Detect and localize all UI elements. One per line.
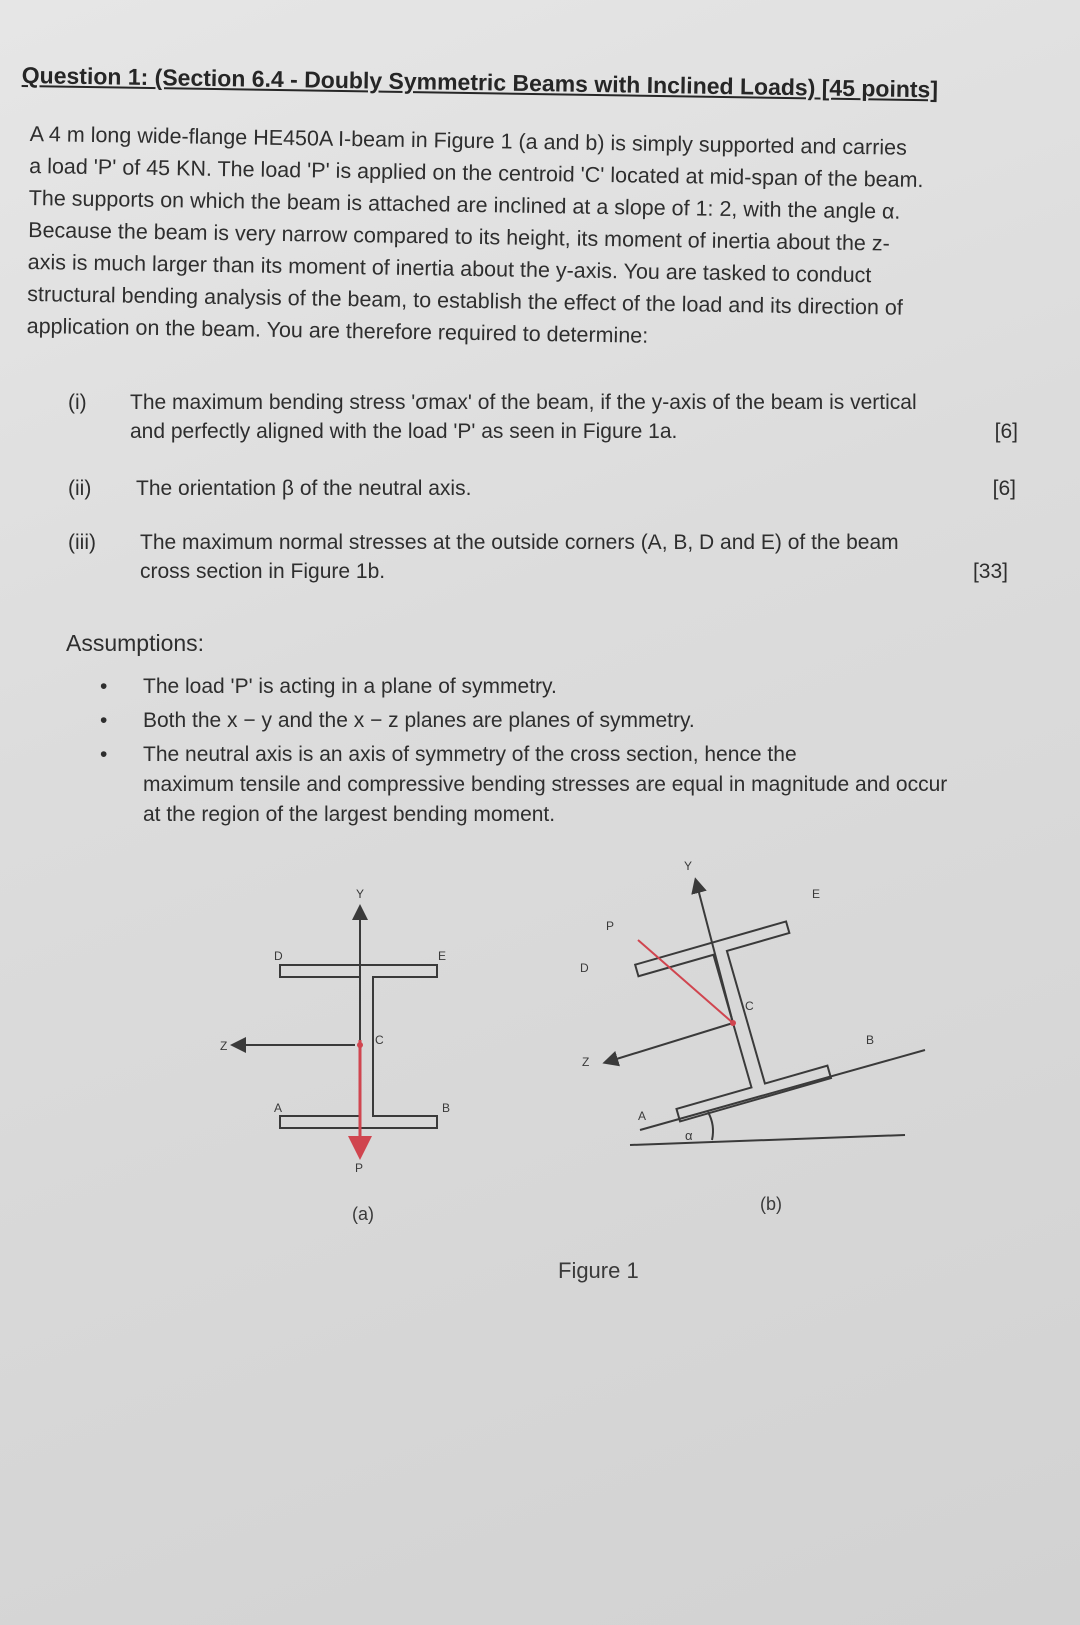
question-text: The maximum normal stresses at the outside corners (A, B, D and E) of the beam — [140, 531, 899, 554]
label-y: Y — [356, 887, 365, 901]
list-item: • The load 'P' is acting in a plane of symmetry. — [98, 672, 1018, 702]
label-p: P — [355, 1161, 364, 1175]
label-z: Z — [582, 1055, 590, 1069]
list-item: • The neutral axis is an axis of symmetry of the cross section, hence the — [98, 740, 1018, 770]
label-p: P — [606, 919, 615, 933]
label-y: Y — [684, 859, 693, 873]
caption-a: (a) — [352, 1204, 374, 1224]
question-text: The orientation β of the neutral axis. — [136, 477, 472, 500]
intro-line: structural bending analysis of the beam, to establish the effect of the load and its direction of — [27, 281, 903, 320]
z-axis-line — [610, 1023, 733, 1061]
label-e: E — [812, 887, 821, 901]
label-d: D — [580, 961, 589, 975]
question-marks: [6] — [992, 477, 1016, 500]
label-a: A — [638, 1109, 647, 1123]
centroid-point — [357, 1042, 363, 1048]
question-text: and perfectly aligned with the load 'P' as seen in Figure 1a. — [130, 420, 678, 443]
question-marks: [6] — [994, 420, 1018, 443]
intro-line: a load 'P' of 45 KN. The load 'P' is applied on the centroid 'C' located at mid-span of the beam. — [29, 153, 924, 193]
label-b: B — [866, 1033, 875, 1047]
figure-a — [238, 912, 437, 1148]
figure-b — [610, 885, 925, 1145]
bullet-icon: • — [100, 675, 108, 698]
label-alpha: α — [685, 1128, 693, 1143]
assumptions-heading: Assumptions: — [66, 630, 205, 656]
intro-line: The supports on which the beam is attached are inclined at a slope of 1: 2, with the angle α. — [28, 185, 901, 224]
load-arrow — [638, 940, 733, 1023]
label-z: Z — [220, 1039, 228, 1053]
centroid-point — [730, 1020, 736, 1026]
figure-caption: Figure 1 — [558, 1258, 639, 1283]
label-d: D — [274, 949, 283, 963]
list-item: • Both the x − y and the x − z planes are planes of symmetry. — [98, 706, 1018, 736]
caption-b: (b) — [760, 1194, 782, 1214]
label-c: C — [375, 1033, 384, 1047]
question-number: (ii) — [68, 477, 92, 500]
bullet-icon: • — [100, 709, 108, 732]
incline-line — [640, 1050, 925, 1130]
intro-line: application on the beam. You are therefore required to determine: — [26, 313, 649, 348]
question-text: cross section in Figure 1b. — [140, 560, 386, 583]
label-e: E — [438, 949, 447, 963]
bullet-icon: • — [100, 743, 108, 766]
label-c: C — [745, 999, 754, 1013]
question-text: The maximum bending stress 'σmax' of the beam, if the y-axis of the beam is vertical — [130, 391, 917, 414]
intro-line: Because the beam is very narrow compared to its height, its moment of inertia about the z- — [28, 217, 890, 256]
list-item-continued: at the region of the largest bending moment. — [143, 803, 556, 826]
list-item-continued: maximum tensile and compressive bending stresses are equal in magnitude and occur — [143, 773, 948, 796]
label-a: A — [274, 1101, 283, 1115]
question-title: Question 1: (Section 6.4 - Doubly Symmetric Beams with Inclined Loads) [45 points] — [21, 62, 939, 103]
horizontal-baseline — [630, 1135, 905, 1145]
alpha-arc — [708, 1112, 713, 1140]
question-number: (iii) — [68, 531, 96, 554]
intro-line: axis is much larger than its moment of inertia about the y-axis. You are tasked to conduct — [27, 249, 872, 288]
label-b: B — [442, 1101, 451, 1115]
question-marks: [33] — [972, 560, 1008, 583]
intro-line: A 4 m long wide-flange HE450A I-beam in Figure 1 (a and b) is simply supported and carries — [29, 121, 908, 160]
question-number: (i) — [68, 391, 87, 414]
